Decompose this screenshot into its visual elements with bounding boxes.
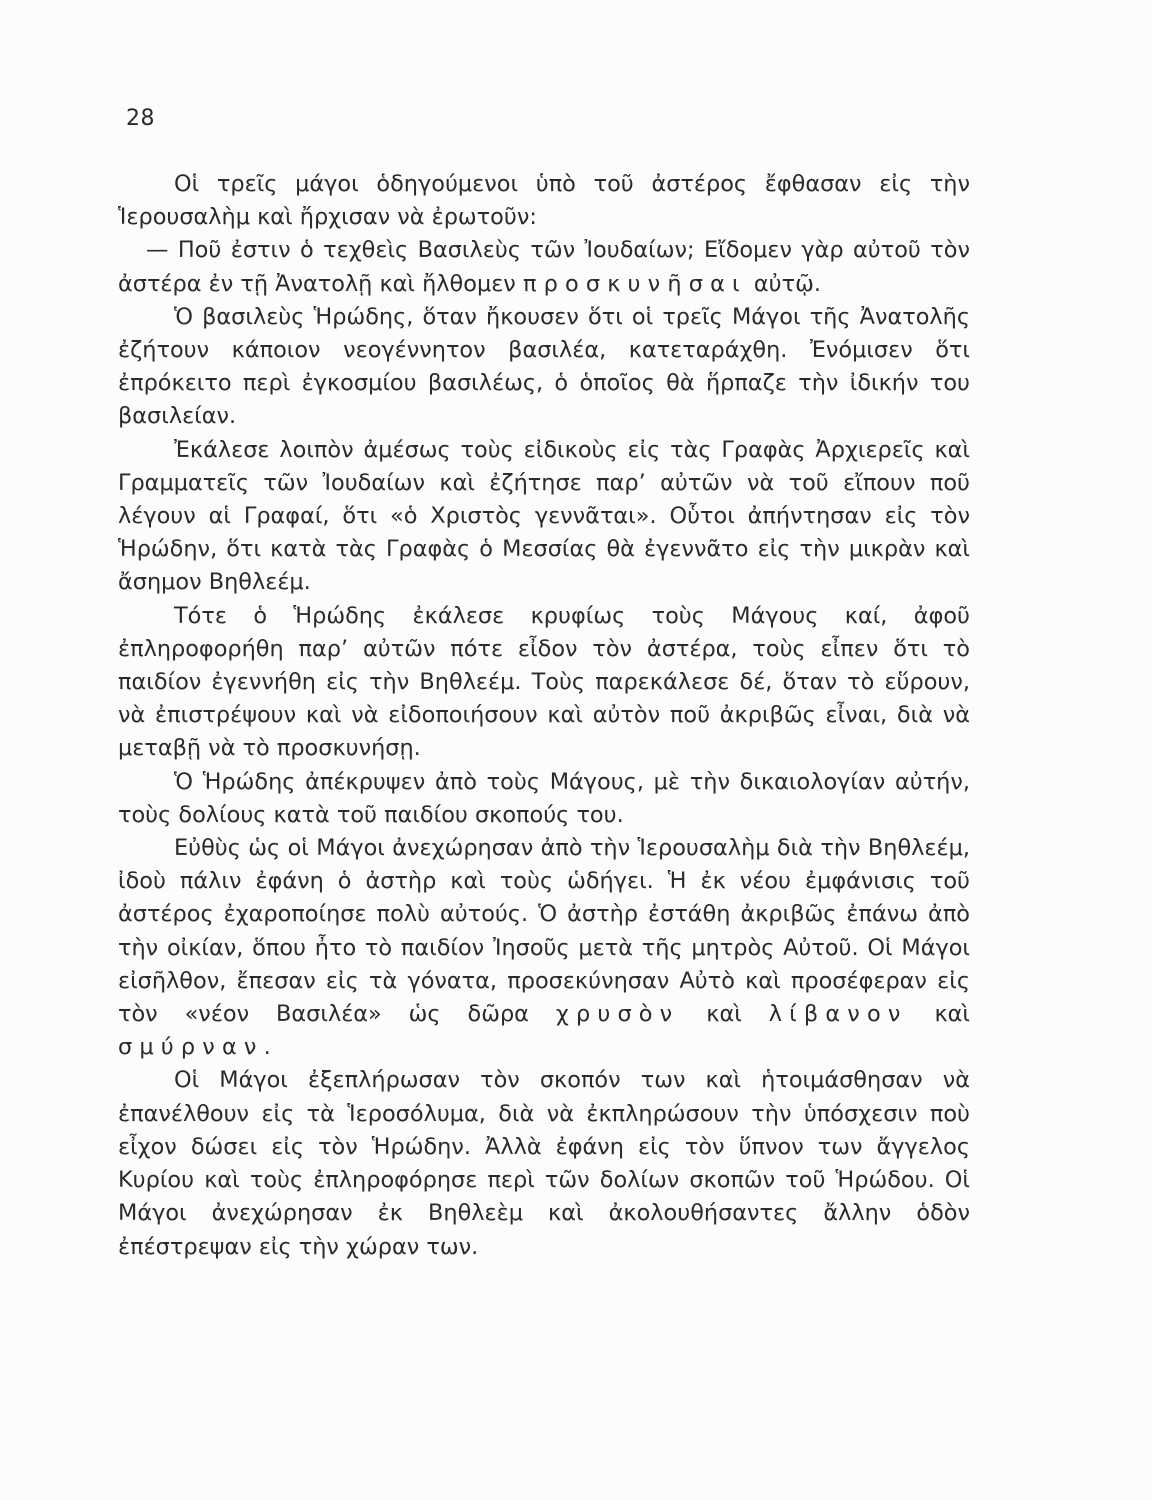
body-text (118, 168, 970, 1264)
conjunction-2: καὶ (907, 1001, 970, 1028)
paragraph-herod-secret-meeting: Τότε ὁ Ἡρώδης ἐκάλεσε κρυφίως τοὺς Μάγους καί, ἀφοῦ ἐπληροφορήθη παρ’ αὐτῶν πότε εἶδον τὸν ἀστέρα, τοὺς εἶπεν ὅτι τὸ παιδίον ἐγεννήθη εἰς τὴν Βηθλεέμ. Τοὺς παρεκάλεσε δέ, ὅταν τὸ εὕρουν, νὰ ἐπιστρέψουν καὶ νὰ εἰδοποιήσουν καὶ αὐτὸν ποῦ ἀκριβῶς εἶναι, διὰ νὰ μεταβῇ νὰ τὸ προσκυνήσῃ. (118, 602, 970, 762)
page-number: 28 (126, 106, 155, 131)
paragraph-magi-question (118, 234, 970, 300)
spaced-word-myrrh: σμύρναν (118, 1034, 264, 1061)
paragraph-magi-return-home: Οἱ Μάγοι ἐξεπλήρωσαν τὸν σκοπόν των καὶ ἡτοιμάσθησαν νὰ ἐπανέλθουν εἰς τὰ Ἱεροσόλυμα, διὰ νὰ ἐκπληρώσουν τὴν ὑπόσχεσιν ποὺ εἶχον δώσει εἰς τὸν Ἡρώδην. Ἀλλὰ ἐφάνη εἰς τὸν ὕπνον των ἄγγελος Κυρίου καὶ τοὺς ἐπληροφόρησε περὶ τῶν δολίων σκοπῶν τοῦ Ἡρώδου. Οἱ Μάγοι ἀνεχώρησαν ἐκ Βηθλεὲμ καὶ ἀκολουθήσαντες ἄλλην ὁδὸν ἐπέστρεψαν εἰς τὴν χώραν των. (118, 1067, 970, 1260)
spaced-word-proskynesai: προσκυνῆσαι (522, 270, 747, 297)
paragraph-herod-deception: Ὁ Ἡρώδης ἀπέκρυψεν ἀπὸ τοὺς Μάγους, μὲ τὴν δικαιολογίαν αὐτήν, τοὺς δολίους κατὰ τοῦ παιδίου σκοπούς του. (118, 768, 970, 828)
worship-text: Εὐθὺς ὡς οἱ Μάγοι ἀνεχώρησαν ἀπὸ τὴν Ἱερουσαλὴμ διὰ τὴν Βηθλεέμ, ἰδοὺ πάλιν ἐφάνη ὁ ἀστὴρ καὶ τοὺς ὡδήγει. Ἡ ἐκ νέου ἐμφάνισις τοῦ ἀστέρος ἐχαροποίησε πολὺ αὐτούς. Ὁ ἀστὴρ ἐστάθη ἀκριβῶς ἐπάνω ἀπὸ τὴν οἰκίαν, ὅπου ἦτο τὸ παιδίον Ἰησοῦς μετὰ τῆς μητρὸς Αὐτοῦ. Οἱ Μάγοι εἰσῆλθον, ἔπεσαν εἰς τὰ γόνατα, προσεκύνησαν Αὐτὸ καὶ προσέφεραν εἰς τὸν «νέον Βασιλέα» ὡς δῶρα (118, 835, 970, 1028)
worship-ending: . (263, 1034, 271, 1061)
conjunction-1: καὶ (679, 1001, 769, 1028)
spaced-word-frankincense: λίβανον (768, 1001, 908, 1028)
paragraph-magi-worship (118, 832, 970, 1064)
paragraph-herod-troubled: Ὁ βασιλεὺς Ἡρώδης, ὅταν ἤκουσεν ὅτι οἱ τρεῖς Μάγοι τῆς Ἀνατολῆς ἐζήτουν κάποιον νεογέννητον βασιλέα, κατεταράχθη. Ἐνόμισεν ὅτι ἐπρόκειτο περὶ ἐγκοσμίου βασιλέως, ὁ ὁποῖος θὰ ἥρπαζε τὴν ἰδικήν του βασιλείαν. (118, 303, 970, 430)
question-ending: αὐτῷ. (746, 270, 821, 297)
paragraph-scribes-consulted: Ἐκάλεσε λοιπὸν ἀμέσως τοὺς εἰδικοὺς εἰς τὰς Γραφὰς Ἀρχιερεῖς καὶ Γραμματεῖς τῶν Ἰουδαίων καὶ ἐζήτησε παρ’ αὐτῶν νὰ τοῦ εἴπουν ποῦ λέγουν αἱ Γραφαί, ὅτι «ὁ Χριστὸς γεννᾶται». Οὗτοι ἀπήντησαν εἰς τὸν Ἡρώδην, ὅτι κατὰ τὰς Γραφὰς ὁ Μεσσίας θὰ ἐγεννᾶτο εἰς τὴν μικρὰν καὶ ἄσημον Βηθλεέμ. (118, 436, 970, 596)
spaced-word-gold: χρυσὸν (555, 1001, 680, 1028)
paragraph-magi-arrive: Οἱ τρεῖς μάγοι ὁδηγούμενοι ὑπὸ τοῦ ἀστέρος ἔφθασαν εἰς τὴν Ἱερουσαλὴμ καὶ ἤρχισαν νὰ ἐρωτοῦν: (118, 171, 970, 231)
question-text: — Ποῦ ἐστιν ὁ τεχθεὶς Βασιλεὺς τῶν Ἰουδαίων; Εἴδομεν γὰρ αὐτοῦ τὸν ἀστέρα ἐν τῇ Ἀνατολῇ καὶ ἤλθομεν (118, 237, 970, 297)
